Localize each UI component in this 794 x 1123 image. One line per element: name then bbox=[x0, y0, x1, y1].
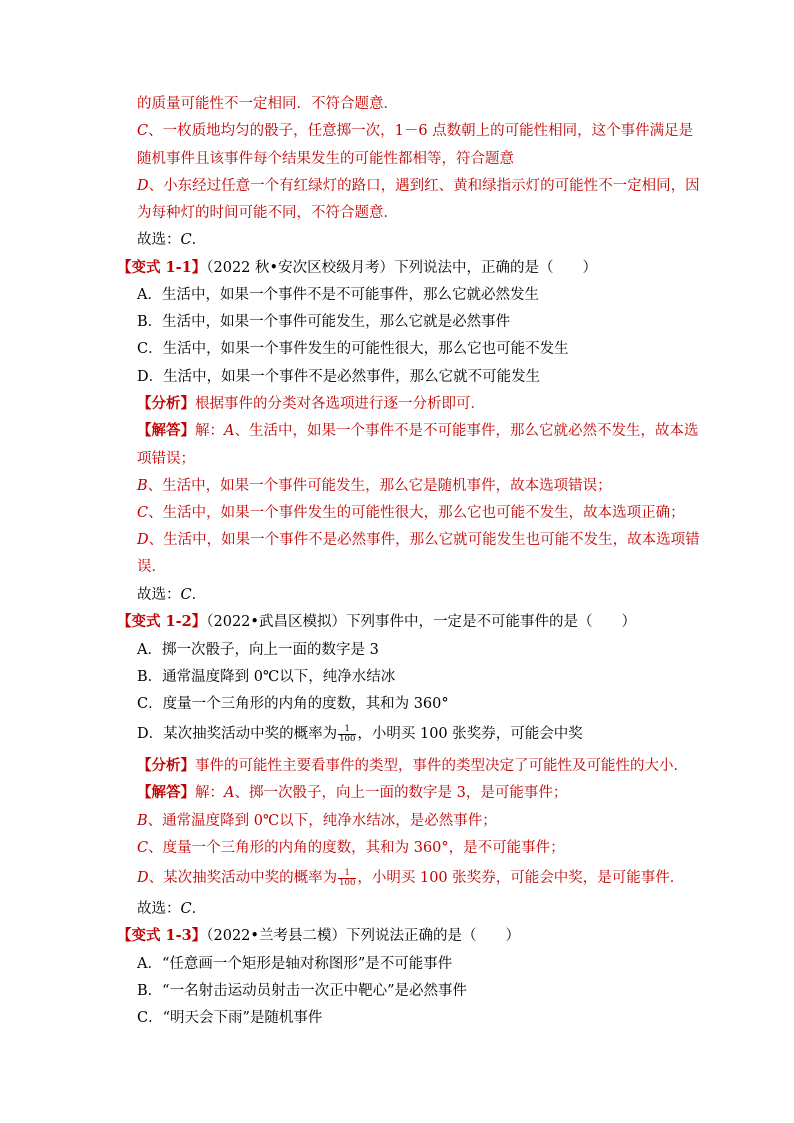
prev-c-cont: 随机事件且该事件每个结果发生的可能性都相等，符合题意 bbox=[137, 151, 514, 167]
q13-source: （2022•兰考县二模） bbox=[206, 928, 346, 944]
q13-tag: 【变式 1-3】 bbox=[117, 927, 207, 944]
q12-analysis bbox=[137, 756, 688, 776]
q11-header bbox=[117, 258, 597, 278]
q12-c-letter: C bbox=[137, 840, 149, 856]
q11-select-suffix: ． bbox=[191, 587, 207, 603]
q13-header bbox=[117, 926, 520, 946]
q11-answer-d-cont bbox=[137, 557, 166, 577]
q13-b: B．“一名射击运动员射击一次正中靶心”是必然事件 bbox=[137, 983, 467, 999]
q12-d-frac-den: 100 bbox=[339, 733, 356, 744]
q11-answer-a bbox=[137, 421, 698, 441]
q11-option-a bbox=[137, 285, 539, 305]
prev-select-prefix: 故选： bbox=[137, 232, 181, 248]
q11-c-text: 、生活中，如果一个事件发生的可能性很大，那么它也可能不发生，故本选项正确； bbox=[148, 505, 685, 521]
q12-select-suffix: ． bbox=[191, 901, 207, 917]
q13-option-b bbox=[137, 981, 467, 1001]
q12-c-text: 、度量一个三角形的内角的度数，其和为 360°，是不可能事件； bbox=[148, 840, 565, 856]
q11-tag: 【变式 1-1】 bbox=[117, 259, 207, 276]
q13-c: C．“明天会下雨”是随机事件 bbox=[137, 1010, 323, 1026]
q12-d-ans-prefix: 、某次抽奖活动中奖的概率为 bbox=[148, 870, 338, 886]
q11-select bbox=[137, 585, 206, 605]
q11-answer-a-cont bbox=[137, 449, 195, 469]
q12-c: C．度量一个三角形的内角的度数，其和为 360° bbox=[137, 696, 449, 712]
q12-d-letter: D bbox=[137, 870, 149, 886]
prev-select-suffix: ． bbox=[191, 232, 207, 248]
q11-option-d bbox=[137, 367, 540, 387]
q12-d-ans-suffix: ，小明买 100 张奖券，可能会中奖，是可能事件． bbox=[357, 870, 685, 886]
prev-c-text: 、一枚质地均匀的骰子，任意掷一次，1－6 点数朝上的可能性相同，这个事件满足是 bbox=[148, 123, 694, 139]
prev-d-text: 、小东经过任意一个有红绿灯的路口，遇到红、黄和绿指示灯的可能性不一定相同，因 bbox=[148, 178, 700, 194]
q12-analysis-text: 事件的可能性主要看事件的类型，事件的类型决定了可能性及可能性的大小． bbox=[195, 758, 688, 774]
q11-a-text: 、生活中，如果一个事件不是不可能事件，那么它就必然不发生，故本选 bbox=[234, 423, 699, 439]
q13-option-c bbox=[137, 1008, 322, 1028]
q12-d-fraction bbox=[338, 725, 356, 744]
prev-option-d-cont bbox=[137, 203, 398, 223]
q12-d-frac-num: 1 bbox=[338, 725, 356, 735]
q12-analysis-tag: 【分析】 bbox=[137, 757, 195, 774]
q12-a-text: 、掷一次骰子，向上一面的数字是 3，是可能事件； bbox=[234, 785, 568, 801]
q11-b-letter: B bbox=[137, 478, 148, 494]
q12-answer-b bbox=[137, 811, 497, 831]
q13-a: A．“任意画一个矩形是轴对称图形”是不可能事件 bbox=[137, 956, 453, 972]
q11-b-text: 、生活中，如果一个事件可能发生，那么它是随机事件，故本选项错误； bbox=[147, 478, 612, 494]
q11-a-letter: A bbox=[224, 423, 235, 439]
q12-d-prefix: D．某次抽奖活动中奖的概率为 bbox=[137, 726, 338, 742]
q11-a: A．生活中，如果一个事件不是不可能事件，那么它就必然发生 bbox=[137, 287, 539, 303]
q12-answer-d bbox=[137, 868, 684, 888]
q11-answer-c bbox=[137, 503, 685, 523]
q11-option-b bbox=[137, 312, 510, 332]
q11-answer-b bbox=[137, 476, 612, 496]
q11-d-text: 、生活中，如果一个事件不是必然事件，那么它就可能发生也可能不发生，故本选项错 bbox=[148, 532, 700, 548]
prev-option-c-cont bbox=[137, 149, 514, 169]
q11-select-letter: C bbox=[180, 587, 192, 603]
q11-source: （2022 秋•安次区校级月考） bbox=[206, 260, 395, 276]
q11-c: C．生活中，如果一个事件发生的可能性很大，那么它也可能不发生 bbox=[137, 341, 569, 357]
q11-d: D．生活中，如果一个事件不是必然事件，那么它就不可能发生 bbox=[137, 369, 541, 385]
q12-a: A．掷一次骰子，向上一面的数字是 3 bbox=[137, 642, 379, 658]
prev-option-c bbox=[137, 121, 693, 141]
prev-c-letter: C bbox=[137, 123, 149, 139]
q12-stem: 下列事件中，一定是不可能事件的是（ ） bbox=[345, 614, 636, 630]
q11-analysis-tag: 【分析】 bbox=[137, 395, 195, 412]
q12-select-prefix: 故选： bbox=[137, 901, 181, 917]
q12-d-ans-frac-den: 100 bbox=[339, 877, 356, 888]
q12-b-letter: B bbox=[137, 813, 148, 829]
q11-analysis-text: 根据事件的分类对各选项进行逐一分析即可． bbox=[195, 396, 485, 412]
q12-select bbox=[137, 899, 206, 919]
q12-b: B．通常温度降到 0℃以下，纯净水结冰 bbox=[137, 669, 396, 685]
q12-answer-c bbox=[137, 838, 565, 858]
prev-d-cont: 为每种灯的时间可能不同，不符合题意． bbox=[137, 205, 398, 221]
q12-tag: 【变式 1-2】 bbox=[117, 613, 207, 630]
q11-stem: 下列说法中，正确的是（ ） bbox=[394, 260, 598, 276]
q12-option-b bbox=[137, 667, 395, 687]
q11-select-prefix: 故选： bbox=[137, 587, 181, 603]
q13-stem: 下列说法正确的是（ ） bbox=[345, 928, 520, 944]
q11-d-letter: D bbox=[137, 532, 149, 548]
q12-header bbox=[117, 612, 636, 632]
q12-select-letter: C bbox=[180, 901, 192, 917]
q12-a-letter: A bbox=[224, 785, 235, 801]
q11-a-cont: 项错误； bbox=[137, 451, 195, 467]
q11-analysis bbox=[137, 394, 485, 414]
q11-answer-prefix: 解： bbox=[195, 423, 224, 439]
q11-option-c bbox=[137, 339, 569, 359]
q11-c-letter: C bbox=[137, 505, 149, 521]
q12-b-text: 、通常温度降到 0℃以下，纯净水结冰，是必然事件； bbox=[147, 813, 497, 829]
prev-line-1 bbox=[137, 94, 398, 114]
prev-select-letter: C bbox=[180, 232, 192, 248]
q12-option-a bbox=[137, 640, 379, 660]
prev-d-letter: D bbox=[137, 178, 149, 194]
q12-d-ans-frac-num: 1 bbox=[338, 869, 356, 879]
prev-option-d bbox=[137, 176, 700, 196]
q12-answer-a bbox=[137, 783, 567, 803]
q12-answer-prefix: 解： bbox=[195, 785, 224, 801]
q11-b: B．生活中，如果一个事件可能发生，那么它就是必然事件 bbox=[137, 314, 511, 330]
q13-option-a bbox=[137, 954, 452, 974]
q12-d-suffix: ，小明买 100 张奖券，可能会中奖 bbox=[357, 726, 583, 742]
prev-select bbox=[137, 230, 206, 250]
q11-answer-d bbox=[137, 530, 700, 550]
q11-answer-tag: 【解答】 bbox=[137, 422, 195, 439]
q12-option-d bbox=[137, 724, 583, 744]
q12-option-c bbox=[137, 694, 449, 714]
prev-line-1-text: 的质量可能性不一定相同．不符合题意． bbox=[137, 96, 398, 112]
q12-d-ans-fraction bbox=[338, 869, 356, 888]
q12-answer-tag: 【解答】 bbox=[137, 784, 195, 801]
q12-source: （2022•武昌区模拟） bbox=[206, 614, 346, 630]
q11-d-cont: 误． bbox=[137, 559, 166, 575]
